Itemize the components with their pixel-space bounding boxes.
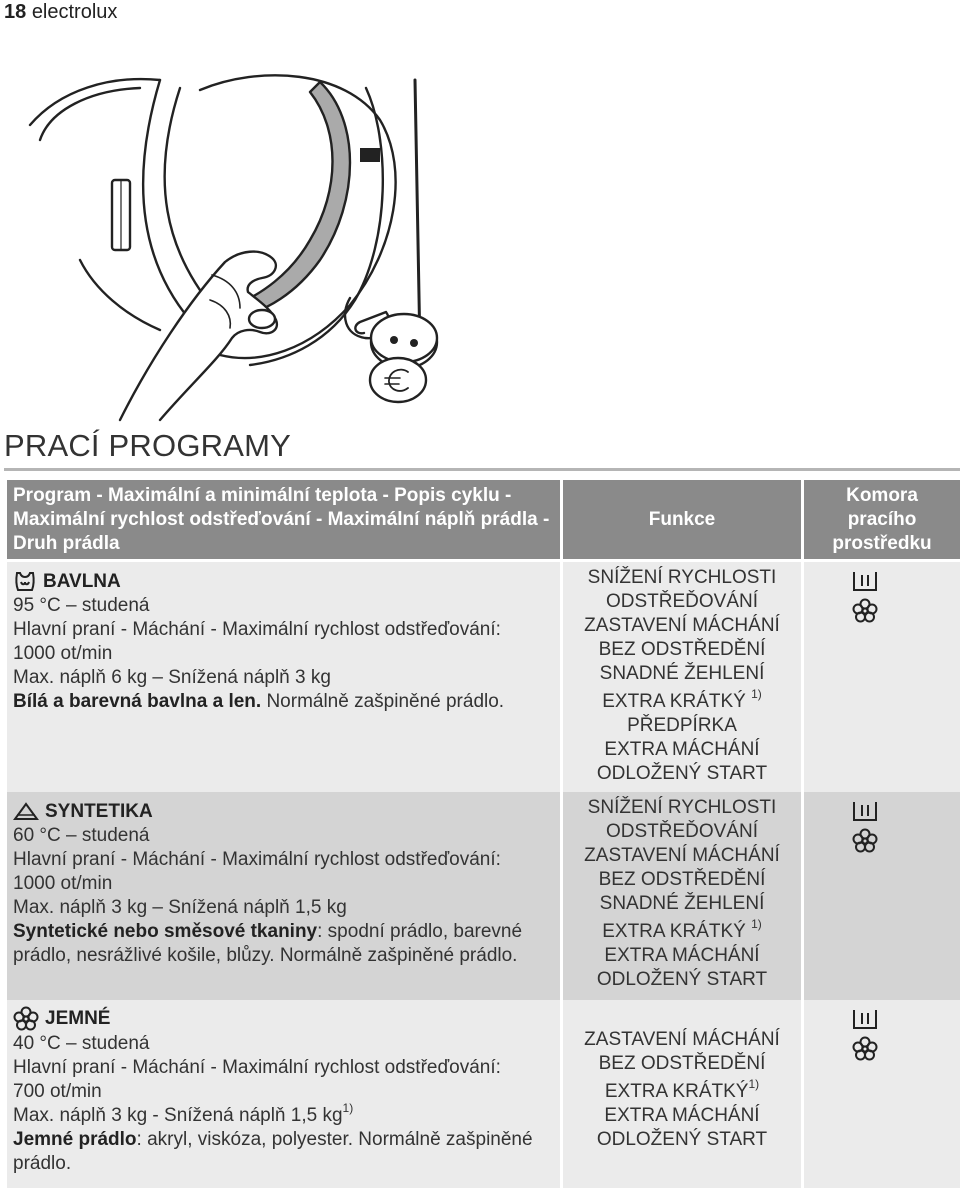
program-temperature: 60 °C – studená	[13, 825, 150, 846]
function-item: BEZ ODSTŘEDĚNÍ	[598, 1053, 766, 1074]
laundry-note: : akryl, viskóza, polyester. Normálně zašpiněné prádlo.	[13, 1129, 533, 1174]
function-item: BEZ ODSTŘEDĚNÍ	[598, 639, 766, 660]
footnote-marker: 1)	[342, 1100, 354, 1115]
program-laundry	[13, 920, 536, 968]
program-spin-speed: 1000 ot/min	[13, 873, 113, 894]
table-row	[7, 1000, 960, 1188]
function-item: ZASTAVENÍ MÁCHÁNÍ	[584, 1029, 780, 1050]
program-functions	[563, 792, 801, 1000]
function-item: SNÍŽENÍ RYCHLOSTI ODSTŘEĎOVÁNÍ	[587, 797, 777, 842]
function-item: ODLOŽENÝ START	[596, 1129, 768, 1150]
section-title: PRACÍ PROGRAMY	[4, 428, 292, 463]
program-temperature: 40 °C – studená	[13, 1033, 150, 1054]
softener-compartment-icon	[852, 828, 878, 854]
program-load: Max. náplň 3 kg - Snížená náplň 1,5 $kg^{1)}$	[13, 1100, 354, 1126]
program-name: JEMNÉ	[13, 1006, 536, 1032]
table-row	[7, 562, 960, 792]
function-item: EXTRA MÁCHÁNÍ	[604, 945, 760, 966]
function-item: SNÍŽENÍ RYCHLOSTI ODSTŘEĎOVÁNÍ	[587, 567, 777, 612]
program-name: SYNTETIKA	[13, 800, 536, 824]
laundry-type: Syntetické nebo směsové tkaniny	[13, 921, 318, 942]
program-load: Max. náplň 3 kg – Snížená náplň 1,5 kg	[13, 897, 347, 918]
program-spin-speed: 1000 ot/min	[13, 643, 113, 664]
program-cycle: Hlavní praní - Máchání - Maximální rychlost odstřeďování:	[13, 619, 501, 640]
brand-name: electrolux	[31, 1, 118, 23]
program-laundry	[13, 690, 536, 714]
header-program: Program - Maximální a minimální teplota - Popis cyklu - Maximální rychlost odstřeďování - Maximální náplň prádla - Druh prádla	[7, 480, 560, 562]
softener-compartment-icon	[852, 598, 878, 624]
footnote-marker: 1)	[751, 916, 762, 931]
laundry-type: Jemné prádlo	[13, 1129, 137, 1150]
function-item: BEZ ODSTŘEDĚNÍ	[598, 869, 766, 890]
program-laundry	[13, 1128, 536, 1176]
function-item: PŘEDPÍRKA	[627, 715, 737, 736]
main-wash-compartment-icon	[852, 1008, 878, 1032]
function-item: SNADNÉ ŽEHLENÍ	[599, 893, 765, 914]
function-item: ODLOŽENÝ START	[596, 969, 768, 990]
function-item: EXTRA MÁCHÁNÍ	[604, 1105, 760, 1126]
washing-programs-table	[4, 480, 960, 1188]
program-compartments	[804, 562, 960, 792]
laundry-type: Bílá a barevná bavlna a len.	[13, 691, 262, 712]
function-item: SNADNÉ ŽEHLENÍ	[599, 663, 765, 684]
program-description	[7, 1000, 560, 1188]
function-item: ZASTAVENÍ MÁCHÁNÍ	[584, 845, 780, 866]
program-functions	[563, 1000, 801, 1188]
function-item: EXTRA KRÁTKÝ $^{1)}$	[602, 686, 762, 712]
synthetics-icon	[13, 802, 39, 822]
softener-compartment-icon	[852, 1036, 878, 1062]
main-wash-compartment-icon	[852, 570, 878, 594]
washing-machine-drum-illustration	[0, 30, 960, 425]
header-functions: Funkce	[563, 480, 801, 562]
function-item: EXTRA KRÁTKÝ$^{1)}$	[604, 1076, 760, 1102]
program-cycle: Hlavní praní - Máchání - Maximální rychlost odstřeďování:	[13, 1057, 501, 1078]
function-item: ODLOŽENÝ START	[596, 763, 768, 784]
function-item: EXTRA MÁCHÁNÍ	[604, 739, 760, 760]
laundry-note: Normálně zašpiněné prádlo.	[261, 691, 505, 712]
table-header-row	[7, 480, 960, 562]
cotton-icon	[13, 571, 37, 593]
program-compartments	[804, 1000, 960, 1188]
page-number: 18	[4, 1, 27, 23]
delicates-icon	[13, 1006, 39, 1032]
function-item: EXTRA KRÁTKÝ $^{1)}$	[602, 916, 762, 942]
program-compartments	[804, 792, 960, 1000]
footnote-marker: 1)	[751, 686, 762, 701]
main-wash-compartment-icon	[852, 800, 878, 824]
program-name: BAVLNA	[13, 570, 536, 594]
title-divider	[4, 468, 960, 471]
program-temperature: 95 °C – studená	[13, 595, 150, 616]
program-cycle: Hlavní praní - Máchání - Maximální rychlost odstřeďování:	[13, 849, 501, 870]
program-description	[7, 792, 560, 1000]
program-description	[7, 562, 560, 792]
laundry-note: : spodní prádlo, barevné prádlo, nesrážlivé košile, blůzy. Normálně zašpiněné prádlo.	[13, 921, 523, 966]
page-header	[4, 0, 117, 24]
table-row	[7, 792, 960, 1000]
program-spin-speed: 700 ot/min	[13, 1081, 102, 1102]
header-compartment: Komora pracího prostředku	[804, 480, 960, 562]
program-load: Max. náplň 6 kg – Snížená náplň 3 kg	[13, 667, 331, 688]
program-functions	[563, 562, 801, 792]
footnote-marker: 1)	[748, 1076, 760, 1091]
function-item: ZASTAVENÍ MÁCHÁNÍ	[584, 615, 780, 636]
